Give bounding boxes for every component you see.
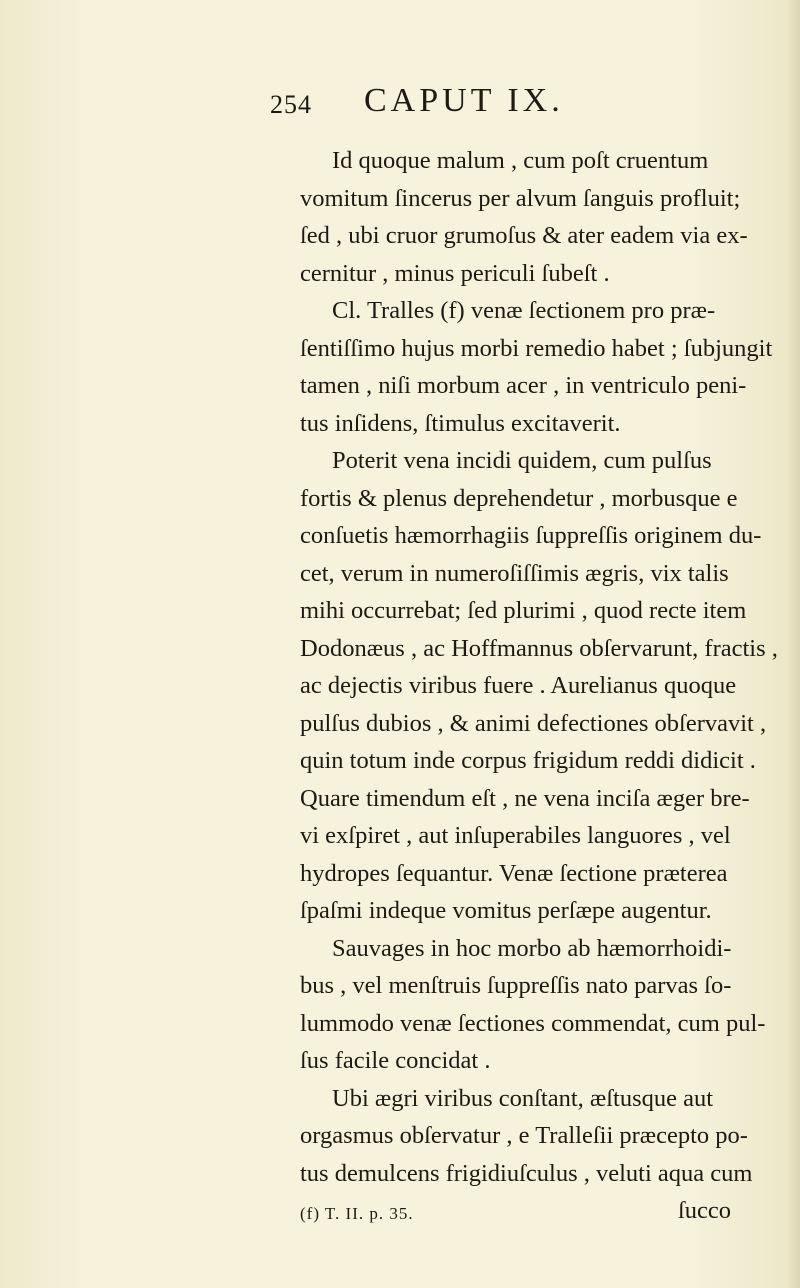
text-line: quin totum inde corpus frigidum reddi didicit . bbox=[300, 747, 756, 774]
text-line: tamen , niſi morbum acer , in ventriculo peni- bbox=[300, 372, 747, 399]
text-line: lummodo venæ ſectiones commendat, cum pul- bbox=[300, 1009, 766, 1037]
text-line: Cl. Tralles (f) venæ ſectionem pro præ- bbox=[332, 297, 716, 324]
body-text bbox=[300, 142, 778, 1230]
text-line: tus inſidens, ſtimulus excitaverit. bbox=[300, 409, 621, 437]
page-edge-shadow bbox=[786, 0, 800, 1288]
text-line: vomitum ſincerus per alvum ſanguis profluit; bbox=[300, 184, 741, 212]
text-line: vi exſpiret , aut inſuperabiles languores , vel bbox=[300, 822, 731, 849]
text-line: Id quoque malum , cum poſt cruentum bbox=[332, 147, 709, 174]
text-line: ac dejectis viribus fuere . Aurelianus quoque bbox=[300, 672, 737, 699]
catchword: ſucco bbox=[678, 1197, 732, 1224]
running-head: CAPUT IX. bbox=[364, 82, 564, 119]
text-line: ſed , ubi cruor grumoſus & ater eadem via ex- bbox=[300, 222, 748, 249]
text-line: conſuetis hæmorrhagiis ſuppreſſis originem du- bbox=[300, 522, 762, 549]
text-line: Dodonæus , ac Hoffmannus obſervarunt, fractis , bbox=[300, 634, 778, 662]
text-line: bus , vel menſtruis ſuppreſſis nato parvas ſo- bbox=[300, 972, 732, 999]
text-line: Quare timendum eſt , ne vena inciſa æger bre- bbox=[300, 784, 750, 812]
page-number: 254 bbox=[270, 90, 312, 119]
text-line: Ubi ægri viribus conſtant, æſtusque aut bbox=[332, 1084, 714, 1112]
text-line: ſpaſmi indeque vomitus perſæpe augentur. bbox=[300, 897, 712, 924]
text-line: Sauvages in hoc morbo ab hæmorrhoidi- bbox=[332, 934, 732, 962]
text-line: ſus facile concidat . bbox=[300, 1047, 491, 1074]
text-line: orgasmus obſervatur , e Tralleſii præcepto po- bbox=[300, 1122, 748, 1149]
footnote: (f) T. II. p. 35. bbox=[300, 1204, 414, 1223]
text-line: ſentiſſimo hujus morbi remedio habet ; ſubjungit bbox=[300, 334, 773, 362]
text-line: fortis & plenus deprehendetur , morbusque e bbox=[300, 484, 738, 512]
text-line: mihi occurrebat; ſed plurimi , quod recte item bbox=[300, 597, 747, 624]
text-line: hydropes ſequantur. Venæ ſectione præterea bbox=[300, 859, 728, 887]
text-line: tus demulcens frigidiuſculus , veluti aqua cum bbox=[300, 1159, 753, 1187]
text-line: pulſus dubios , & animi defectiones obſervavit , bbox=[300, 709, 767, 737]
text-line: Poterit vena incidi quidem, cum pulſus bbox=[332, 447, 712, 474]
text-line: cernitur , minus periculi ſubeſt . bbox=[300, 259, 610, 287]
page-header bbox=[270, 82, 600, 122]
text-line: cet, verum in numeroſiſſimis ægris, vix talis bbox=[300, 559, 729, 587]
